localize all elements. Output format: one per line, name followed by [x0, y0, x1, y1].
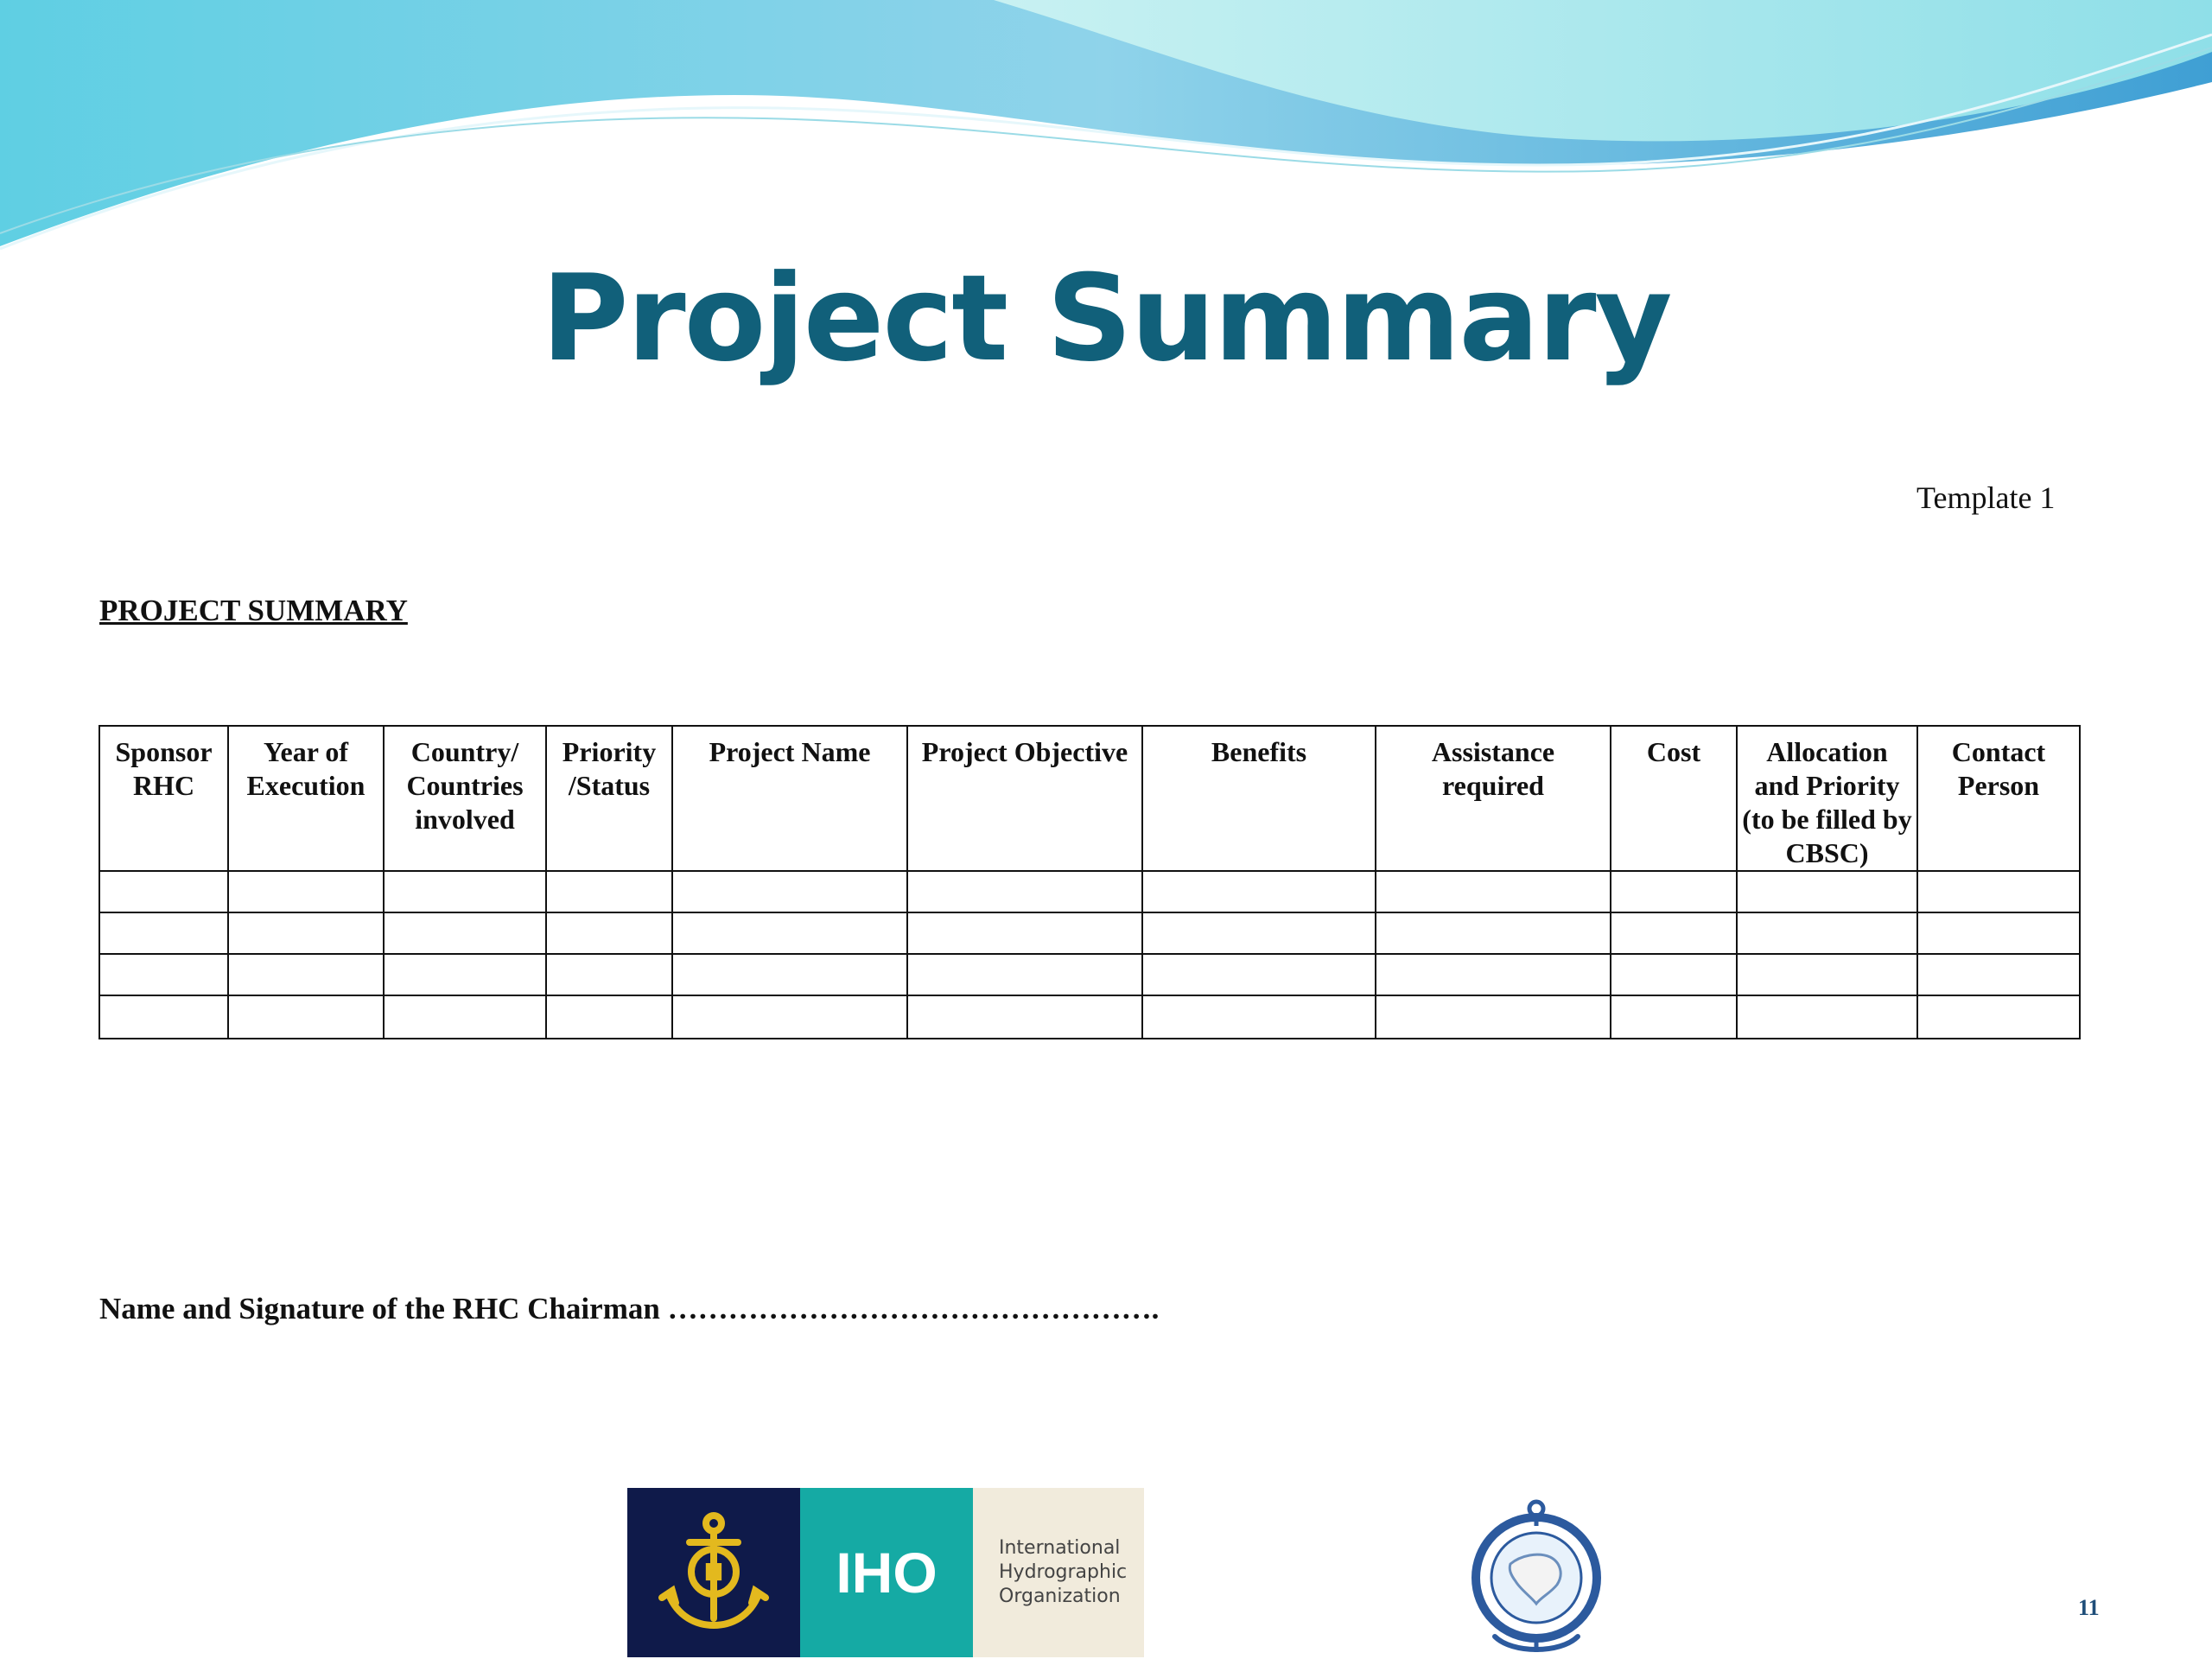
table-cell[interactable] [1142, 995, 1376, 1039]
table-cell[interactable] [1611, 995, 1737, 1039]
column-header-sponsor-rhc: Sponsor RHC [99, 726, 228, 871]
column-header-priority-status: Priority /Status [546, 726, 672, 871]
table-cell[interactable] [1376, 995, 1611, 1039]
table-cell[interactable] [384, 995, 546, 1039]
table-cell[interactable] [1611, 912, 1737, 954]
column-header-cost: Cost [1611, 726, 1737, 871]
table-cell[interactable] [1611, 954, 1737, 995]
table-cell[interactable] [228, 912, 384, 954]
table-cell[interactable] [1737, 954, 1917, 995]
table-cell[interactable] [99, 912, 228, 954]
table-cell[interactable] [672, 871, 907, 912]
table-cell[interactable] [1142, 912, 1376, 954]
column-header-assistance-required: Assistance required [1376, 726, 1611, 871]
table-cell[interactable] [384, 912, 546, 954]
table-cell[interactable] [384, 954, 546, 995]
table-row [99, 954, 2080, 995]
iho-name-line: Organization [999, 1586, 1121, 1607]
table-cell[interactable] [228, 995, 384, 1039]
project-summary-table [99, 725, 2081, 1039]
page-number: 11 [2078, 1595, 2100, 1620]
iho-name-line: Hydrographic [999, 1561, 1128, 1583]
table-cell[interactable] [907, 954, 1142, 995]
table-row [99, 995, 2080, 1039]
iho-anchor-icon [653, 1508, 774, 1637]
table-cell[interactable] [1737, 912, 1917, 954]
table-cell[interactable] [228, 954, 384, 995]
signature-line: Name and Signature of the RHC Chairman …………………………………………. [99, 1292, 1160, 1325]
table-cell[interactable] [1376, 871, 1611, 912]
table-cell[interactable] [1917, 995, 2080, 1039]
table-cell[interactable] [546, 995, 672, 1039]
anchor-emblem-icon [1460, 1495, 1612, 1657]
iho-name-panel [973, 1488, 1144, 1657]
table-cell[interactable] [99, 871, 228, 912]
table-header-row [99, 726, 2080, 871]
column-header-benefits: Benefits [1142, 726, 1376, 871]
table-cell[interactable] [1142, 954, 1376, 995]
table-cell[interactable] [907, 995, 1142, 1039]
iho-logo [627, 1488, 1144, 1657]
table-cell[interactable] [546, 871, 672, 912]
iho-name-line: International [999, 1537, 1121, 1559]
document-heading: PROJECT SUMMARY [99, 594, 408, 627]
table-cell[interactable] [672, 954, 907, 995]
table-cell[interactable] [99, 954, 228, 995]
table-cell[interactable] [99, 995, 228, 1039]
template-label: Template 1 [1916, 480, 2056, 515]
column-header-contact-person: Contact Person [1917, 726, 2080, 871]
column-header-project-objective: Project Objective [907, 726, 1142, 871]
column-header-countries-involved: Country/ Countries involved [384, 726, 546, 871]
column-header-year-of-execution: Year of Execution [228, 726, 384, 871]
table-cell[interactable] [1611, 871, 1737, 912]
table-cell[interactable] [907, 871, 1142, 912]
iho-abbreviation: IHO [800, 1488, 973, 1657]
header-wave-decoration [0, 0, 2212, 259]
table-cell[interactable] [228, 871, 384, 912]
table-cell[interactable] [907, 912, 1142, 954]
table-row [99, 912, 2080, 954]
table-cell[interactable] [384, 871, 546, 912]
table-cell[interactable] [1917, 954, 2080, 995]
table-cell[interactable] [672, 995, 907, 1039]
table-cell[interactable] [1376, 954, 1611, 995]
iho-emblem-panel [627, 1488, 800, 1657]
svg-text:H: H [703, 1558, 724, 1586]
table-cell[interactable] [1376, 912, 1611, 954]
column-header-allocation-priority: Allocation and Priority (to be filled by CBSC) [1737, 726, 1917, 871]
table-cell[interactable] [1737, 871, 1917, 912]
table-cell[interactable] [1917, 912, 2080, 954]
table-cell[interactable] [672, 912, 907, 954]
table-cell[interactable] [546, 912, 672, 954]
slide-title: Project Summary [541, 249, 1671, 388]
table-cell[interactable] [1737, 995, 1917, 1039]
table-cell[interactable] [546, 954, 672, 995]
table-cell[interactable] [1142, 871, 1376, 912]
column-header-project-name: Project Name [672, 726, 907, 871]
table-row [99, 871, 2080, 912]
table-cell[interactable] [1917, 871, 2080, 912]
